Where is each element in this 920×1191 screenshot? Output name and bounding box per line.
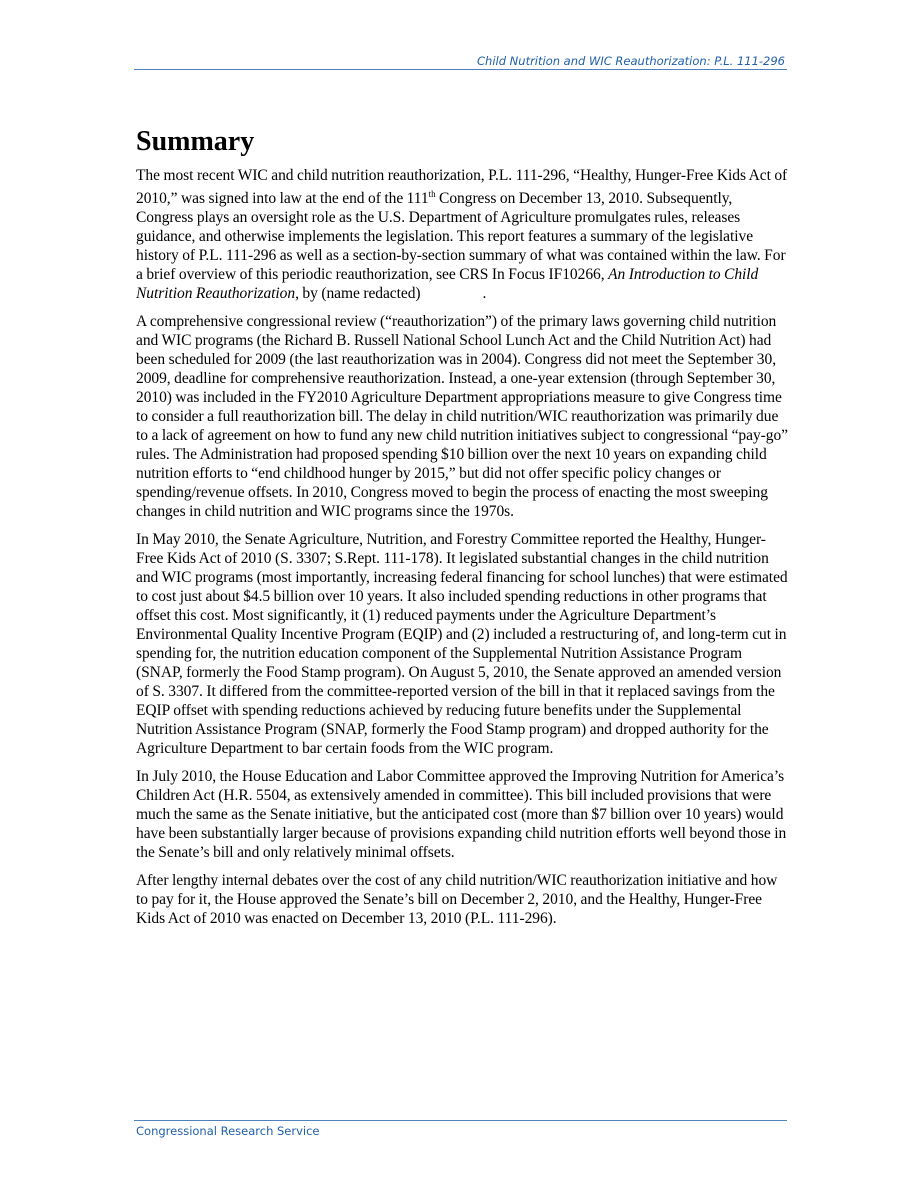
paragraph-text: Congress on December 13, 2010. Subsequently, Congress plays an oversight role as the U.S. Department of Agriculture promulgates rules, releases guidance, and otherwise implements the legislation. This report features a summary of the legislative history of P.L. 111-296 as well as a section-by-section summary of what was contained within the law. For a brief overview of this periodic reauthorization, see CRS In Focus IF10266,: [136, 190, 786, 284]
running-title: Child Nutrition and WIC Reauthorization: P.L. 111-296: [477, 54, 785, 68]
report-title-italic: An Introduction to Child Nutrition Reauthorization: [136, 266, 759, 303]
page-header: [134, 54, 787, 70]
paragraph-enactment: After lengthy internal debates over the cost of any child nutrition/WIC reauthorization initiative and how to pay for it, the House approved the Senate’s bill on December 2, 2010, and the Healthy, Hunger-Free Kids Act of 2010 was enacted on December 13, 2010 (P.L. 111-296).: [136, 872, 778, 928]
summary-section: [136, 124, 788, 937]
paragraph-house-action: In July 2010, the House Education and Labor Committee approved the Improving Nutrition for America’s Children Act (H.R. 5504, as extensively amended in committee). This bill included provisions that were much the same as the Senate initiative, but the anticipated cost (more than $7 billion over 10 years) would have been substantially larger because of provisions expanding child nutrition efforts well beyond those in the Senate’s bill and only relatively minimal offsets.: [136, 768, 787, 862]
paragraph-text: The most recent WIC and child nutrition reauthorization, P.L. 111-296, “Healthy, Hunger-Free Kids Act of 2010,” was signed into law at the end of the 111: [136, 167, 788, 208]
page-footer: [134, 1120, 787, 1139]
paragraph-overview: [136, 166, 788, 303]
paragraph-text: , by (name redacted): [295, 285, 421, 303]
footer-organization: Congressional Research Service: [136, 1124, 320, 1138]
paragraph-senate-action: In May 2010, the Senate Agriculture, Nutrition, and Forestry Committee reported the Healthy, Hunger-Free Kids Act of 2010 (S. 3307; S.Rept. 111-178). It legislated substantial changes in the child nutrition and WIC programs (most importantly, increasing federal financing for school lunches) that were estimated to cost just about $4.5 billion over 10 years. It also included spending reductions in other programs that offset this cost. Most significantly, it (1) reduced payments under the Agriculture Department’s Environmental Quality Incentive Program (EQIP) and (2) included a restructuring of, and long-term cut in spending for, the nutrition education component of the Supplemental Nutrition Assistance Program (SNAP, formerly the Food Stamp program). On August 5, 2010, the Senate approved an amended version of S. 3307. It differed from the committee-reported version of the bill in that it replaced savings from the EQIP offset with spending reductions achieved by reducing future benefits under the Supplemental Nutrition Assistance Program (SNAP, formerly the Food Stamp program) and dropped authority for the Agriculture Department to bar certain foods from the WIC program.: [136, 531, 788, 758]
paragraph-background: A comprehensive congressional review (“reauthorization”) of the primary laws governing child nutrition and WIC programs (the Richard B. Russell National School Lunch Act and the Child Nutrition Act) had been scheduled for 2009 (the last reauthorization was in 2004). Congress did not meet the September 30, 2009, deadline for comprehensive reauthorization. Instead, a one-year extension (through September 30, 2010) was included in the FY2010 Agriculture Department appropriations measure to give Congress time to consider a full reauthorization bill. The delay in child nutrition/WIC reauthorization was primarily due to a lack of agreement on how to fund any new child nutrition initiatives subject to congressional “pay-go” rules. The Administration had proposed spending $10 billion over the next 10 years on expanding child nutrition efforts to “end childhood hunger by 2015,” but did not offer specific policy changes or spending/revenue offsets. In 2010, Congress moved to begin the process of enacting the most sweeping changes in child nutrition and WIC programs since the 1970s.: [136, 313, 788, 521]
section-heading: Summary: [136, 126, 255, 157]
ordinal-superscript: th: [428, 189, 436, 199]
paragraph-text: .: [482, 285, 487, 303]
